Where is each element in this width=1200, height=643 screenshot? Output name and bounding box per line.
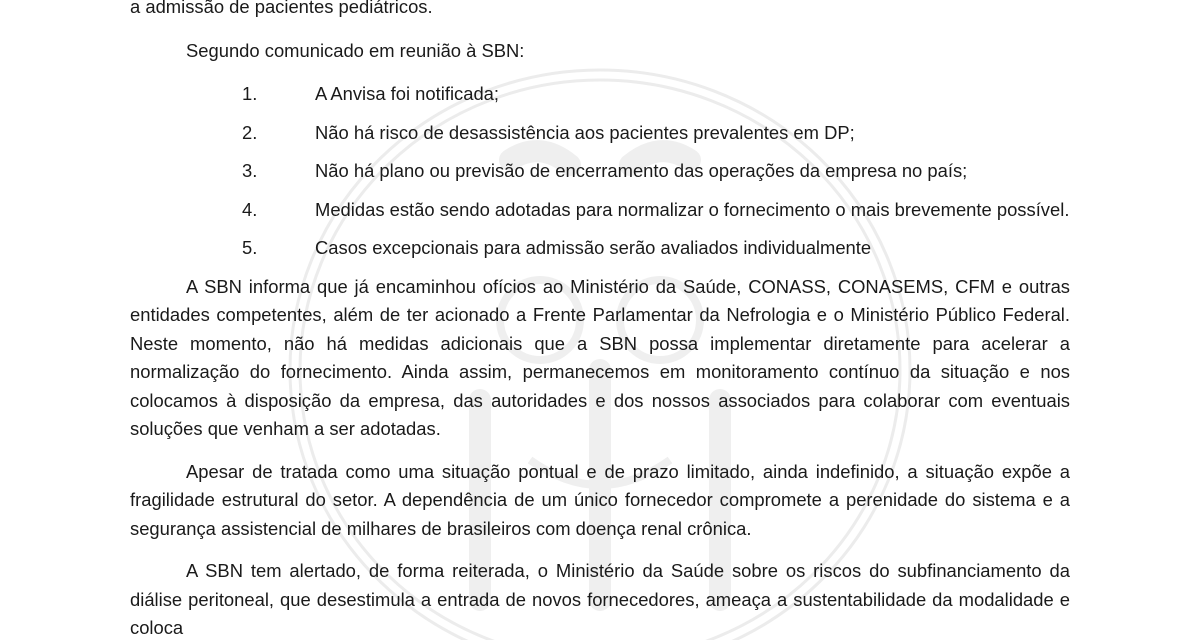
list-item-number: 2. bbox=[242, 121, 258, 143]
list-intro: Segundo comunicado em reunião à SBN: bbox=[186, 39, 525, 61]
list-item-number: 3. bbox=[242, 160, 258, 182]
list-item-number: 1. bbox=[242, 83, 258, 105]
list-item-number: 4. bbox=[242, 198, 258, 220]
list-item-text: Casos excepcionais para admissão serão avaliados individualmente bbox=[315, 237, 872, 259]
lead-fragment: a admissão de pacientes pediátricos. bbox=[130, 0, 433, 17]
list-item-text: A Anvisa foi notificada; bbox=[315, 83, 500, 105]
list-item bbox=[130, 75, 1070, 114]
paragraph-alert: A SBN tem alertado, de forma reiterada, o Ministério da Saúde sobre os riscos do subfinanciamento da diálise peritoneal, que desestimula a entrada de novos fornecedores, ameaça a sustentabilidade da modalidade e coloca bbox=[130, 560, 1070, 638]
list-item-text: Medidas estão sendo adotadas para normalizar o fornecimento o mais brevemente possível. bbox=[315, 198, 1070, 220]
numbered-list bbox=[130, 75, 1070, 268]
paragraph-fragility: Apesar de tratada como uma situação pontual e de prazo limitado, ainda indefinido, a situação expõe a fragilidade estrutural do setor. A dependência de um único fornecedor compromete a perenidade do sistema e a segurança assistencial de milhares de brasileiros com doença renal crônica. bbox=[130, 460, 1070, 539]
list-item bbox=[130, 114, 1070, 153]
list-item-number: 5. bbox=[242, 237, 258, 259]
list-item bbox=[130, 229, 1070, 268]
document-page bbox=[130, 0, 1070, 643]
list-item bbox=[130, 191, 1070, 230]
paragraph-sbn-actions: A SBN informa que já encaminhou ofícios ao Ministério da Saúde, CONASS, CONASEMS, CFM e outras entidades competentes, além de ter acionado a Frente Parlamentar da Nefrologia e o Ministério Público Federal. Neste momento, não há medidas adicionais que a SBN possa implementar diretamente para acelerar a normalização do fornecimento. Ainda assim, permanecemos em monitoramento contínuo da situação e nos colocamos à disposição da empresa, das autoridades e dos nossos associados para colaborar com eventuais soluções que venham a ser adotadas. bbox=[130, 275, 1070, 439]
list-item-text: Não há risco de desassistência aos pacientes prevalentes em DP; bbox=[315, 121, 855, 143]
list-item-text: Não há plano ou previsão de encerramento das operações da empresa no país; bbox=[315, 160, 968, 182]
list-item bbox=[130, 152, 1070, 191]
